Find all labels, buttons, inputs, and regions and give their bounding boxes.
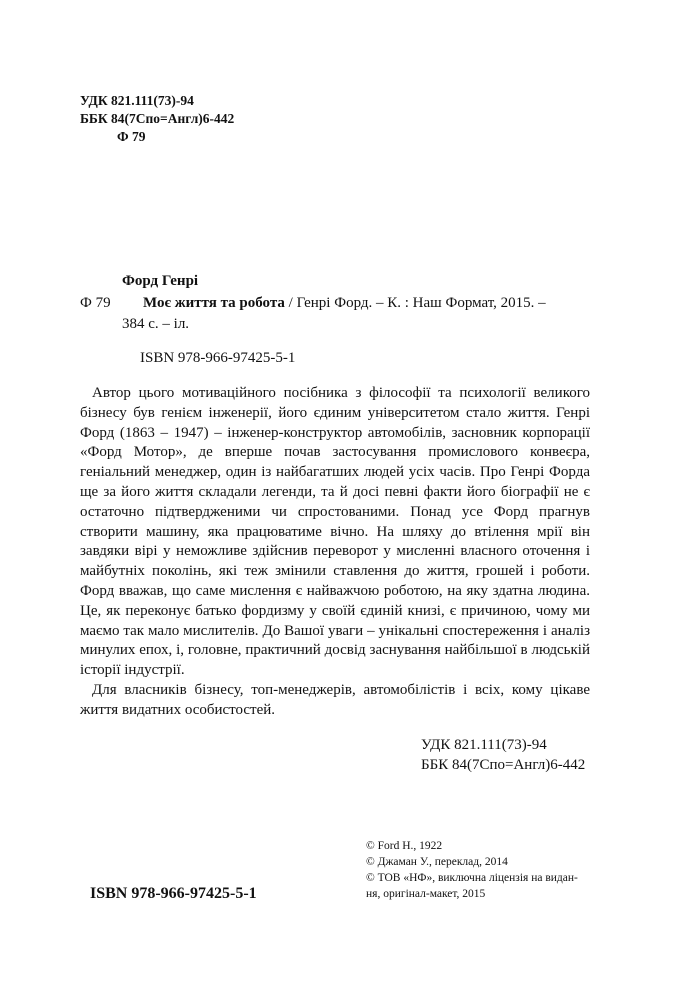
author-mark: Ф 79 [117,129,146,144]
udk-code-bottom: УДК 821.111(73)-94 [421,737,547,753]
bbk-code-bottom: ББК 84(7Спо=Англ)6-442 [421,757,586,773]
copyright-line-1: © Ford H., 1922 [366,840,443,852]
book-title: Моє життя та робота [143,295,285,311]
pages-info: 384 с. – іл. [122,316,190,332]
catalog-entry [80,293,590,335]
copyright-block [366,838,596,902]
udk-code: УДК 821.111(73)-94 [80,93,194,108]
copyright-line-4: ня, оригінал-макет, 2015 [366,888,486,900]
classification-codes-bottom [421,735,585,775]
bbk-code: ББК 84(7Спо=Англ)6-442 [80,111,235,126]
isbn-catalog: ISBN 978-966-97425-5-1 [140,350,296,366]
catalog-author: Форд Генрі [122,273,199,289]
catalog-title-line [143,293,590,314]
classification-codes-top [80,92,234,146]
publication-info: / Генрі Форд. – К. : Наш Формат, 2015. – [284,295,546,311]
abstract-paragraph: Автор цього мотиваційного посібника з філософії та психології великого бізнесу був генієм інженерії, його єдиним університетом стало життя. Генрі Форд (1863 – 1947) – інженер-конструктор автомобілів, засновник корпорації «Форд Мотор», де вперше почав застосування промислового конвеєра, геніальний менеджер, один із найбагатших людей усіх часів. Про Генрі Форда ще за його життя складали легенди, та й досі певні факти його біографії не є остаточно підтвердженими чи спростованими. Понад усе Форд прагнув створити машину, яка працюватиме вічно. На шляху до втілення мрії він завдяки вірі у неможливе здійснив переворот у мисленні власного оточення і майбутніх поколінь, які теж змінили ставлення до життя, грошей і роботи. Форд вважав, що саме мислення є найважчою роботою, на яку здатна людина. Це, як переконує батько фордизму у своїй єдиній книзі, є причиною, чому ми маємо так мало мислителів. До Вашої уваги – унікальні спостереження і аналіз минулих епох, і, головне, практичний досвід заснування найбільшої в людській історії індустрії. [80,385,590,679]
copyright-line-2: © Джаман У., переклад, 2014 [366,856,508,868]
isbn-bottom: ISBN 978-966-97425-5-1 [90,885,257,902]
audience-paragraph: Для власників бізнесу, топ-менеджерів, автомобілістів і всіх, кому цікаве життя видатних особистостей. [80,682,590,718]
copyright-line-3: © ТОВ «НФ», виключна ліцензія на видан- [366,872,578,884]
catalog-code: Ф 79 [80,295,111,311]
